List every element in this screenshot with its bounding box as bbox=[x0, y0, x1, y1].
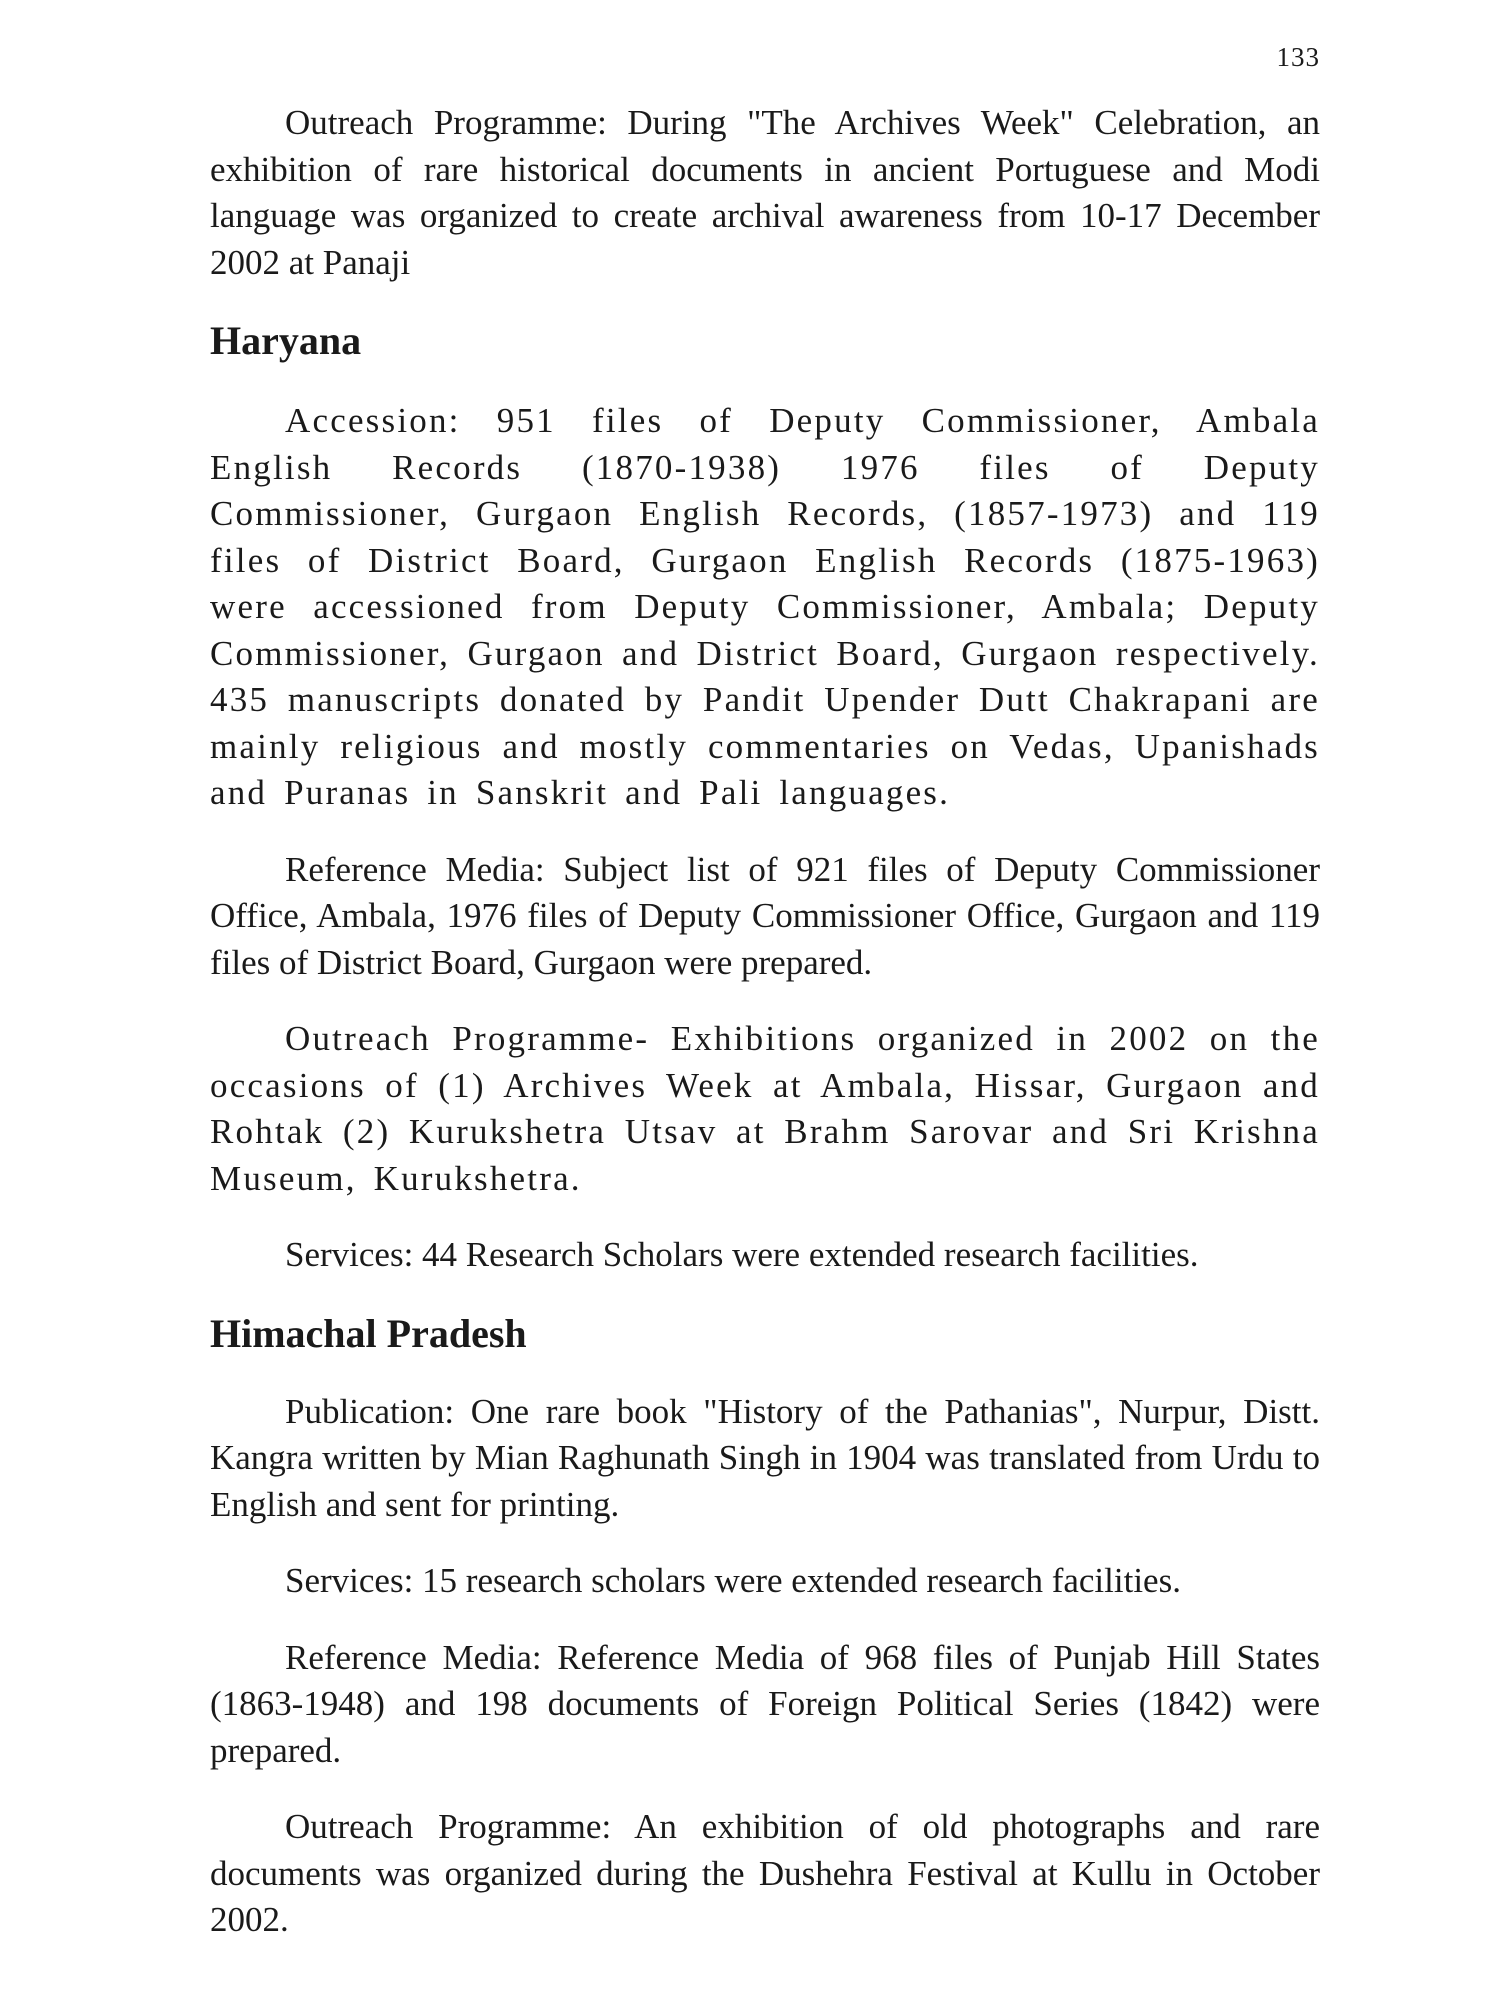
goa-outreach-paragraph: Outreach Programme: During "The Archives Week" Celebration, an exhibition of rare historical documents in ancient Portuguese and Modi language was organized to create archival awareness from 10-17 December 2002 at Panaji bbox=[210, 103, 1320, 282]
section-heading-himachal-pradesh: Himachal Pradesh bbox=[210, 1310, 527, 1356]
haryana-services-paragraph: Services: 44 Research Scholars were extended research facilities. bbox=[285, 1235, 1199, 1274]
haryana-reference-media-paragraph: Reference Media: Subject list of 921 files of Deputy Commissioner Office, Ambala, 1976 files of Deputy Commissioner Office, Gurgaon and 119 files of District Board, Gurgaon were prepared. bbox=[210, 849, 1320, 982]
haryana-accession-paragraph: Accession: 951 files of Deputy Commissioner, Ambala English Records (1870-1938) 1976 files of Deputy Commissioner, Gurgaon English Records, (1857-1973) and 119 files of District Board, Gurgaon English Records (1875-1963) were accessioned from Deputy Commissioner, Ambala; Deputy Commissioner, Gurgaon and District Board, Gurgaon respectively. 435 manuscripts donated by Pandit Upender Dutt Chakrapani are mainly religious and mostly commentaries on Vedas, Upanishads and Puranas in Sanskrit and Pali languages. bbox=[210, 401, 1320, 812]
himachal-services-paragraph: Services: 15 research scholars were extended research facilities. bbox=[285, 1561, 1181, 1600]
page-number: 133 bbox=[1276, 42, 1320, 72]
haryana-outreach-paragraph: Outreach Programme- Exhibitions organized in 2002 on the occasions of (1) Archives Week at Ambala, Hissar, Gurgaon and Rohtak (2) Kurukshetra Utsav at Brahm Sarovar and Sri Krishna Museum, Kurukshetra. bbox=[210, 1019, 1320, 1198]
section-heading-haryana: Haryana bbox=[210, 318, 362, 363]
page-content bbox=[210, 100, 1320, 1974]
himachal-publication-paragraph: Publication: One rare book "History of the Pathanias", Nurpur, Distt. Kangra written by Mian Raghunath Singh in 1904 was translated from Urdu to English and sent for printing. bbox=[210, 1391, 1320, 1524]
himachal-reference-media-paragraph: Reference Media: Reference Media of 968 files of Punjab Hill States (1863-1948) and 198 documents of Foreign Political Series (1842) were prepared. bbox=[210, 1637, 1320, 1770]
himachal-outreach-paragraph: Outreach Programme: An exhibition of old photographs and rare documents was organized during the Dushehra Festival at Kullu in October 2002. bbox=[210, 1807, 1320, 1939]
